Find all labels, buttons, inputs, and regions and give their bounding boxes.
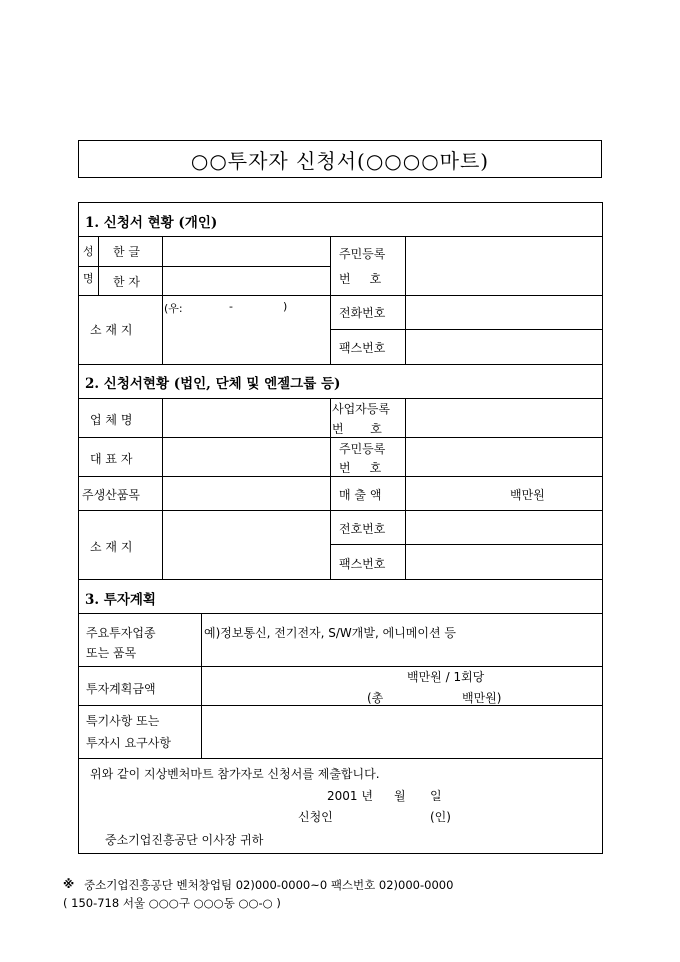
- table-bottom-border: [78, 853, 603, 854]
- amount-total-open: (총: [367, 691, 384, 705]
- row-line: [78, 758, 603, 759]
- date-year: 2001 년: [327, 789, 373, 803]
- document-title: ○○투자자 신청서(○○○○마트): [78, 140, 602, 178]
- phone-label: 전호번호: [339, 522, 386, 536]
- date-day: 일: [430, 789, 442, 803]
- special-notes-label: 특기사항 또는: [86, 714, 160, 728]
- recipient: 중소기업진흥공단 이사장 귀하: [105, 833, 264, 847]
- resident-number-label: 주민등록: [339, 247, 386, 261]
- submission-statement: 위와 같이 지상벤처마트 참가자로 신청서를 제출합니다.: [90, 767, 380, 781]
- postal-code-close: ): [283, 300, 288, 313]
- company-name-label: 업 체 명: [90, 413, 133, 427]
- section-1-heading: 1. 신청서 현황 (개인): [85, 215, 218, 231]
- fax-label: 팩스번호: [339, 557, 386, 571]
- col-line: [330, 398, 331, 579]
- investment-industry-label: 주요투자업종: [86, 626, 156, 640]
- col-line: [330, 236, 331, 364]
- col-line: [405, 398, 406, 579]
- seal-mark: (인): [430, 810, 451, 824]
- col-line: [162, 236, 163, 364]
- row-line: [78, 666, 603, 667]
- mailing-address: ( 150-718 서울 ○○○구 ○○○동 ○○-○ ): [63, 896, 281, 910]
- row-line: [78, 705, 603, 706]
- resident-number-label: 번 호: [339, 272, 382, 286]
- contact-info: 중소기업진흥공단 벤처창업팀 02)000-0000~0 팩스번호 02)000-0000: [84, 878, 454, 892]
- name-label: 명: [83, 272, 94, 285]
- fax-label: 팩스번호: [339, 341, 386, 355]
- col-line: [98, 236, 99, 296]
- row-line: [78, 579, 603, 580]
- section-3-heading: 3. 투자계획: [85, 592, 156, 608]
- row-line: [78, 510, 603, 511]
- date-month: 월: [394, 789, 406, 803]
- col-line: [201, 613, 202, 758]
- hanja-label: 한 자: [113, 275, 140, 289]
- row-line: [78, 364, 603, 365]
- table-right-border: [602, 202, 603, 854]
- resident-number-label: 주민등록: [339, 442, 386, 456]
- applicant-label: 신청인: [298, 810, 333, 824]
- address-label: 소 재 지: [90, 323, 133, 337]
- row-line-partial: [78, 266, 330, 267]
- name-label: 성: [83, 245, 94, 258]
- business-reg-label: 사업자등록: [332, 402, 390, 416]
- address-label: 소 재 지: [90, 540, 133, 554]
- amount-per-round: 백만원 / 1회당: [407, 670, 485, 684]
- section-2-heading: 2. 신청서현황 (법인, 단체 및 엔젤그룹 등): [85, 376, 341, 392]
- table-left-border: [78, 202, 79, 854]
- row-line: [78, 476, 603, 477]
- row-line-partial: [330, 329, 603, 330]
- table-top-border: [78, 202, 603, 203]
- postal-code-dash: -: [229, 300, 233, 313]
- main-product-label: 주생산품목: [82, 488, 140, 502]
- row-line: [78, 613, 603, 614]
- row-line: [78, 236, 603, 237]
- sales-label: 매 출 액: [339, 488, 382, 502]
- industry-example: 예)정보통신, 전기전자, S/W개발, 에니메이션 등: [204, 626, 456, 640]
- postal-code-open: (우:: [164, 302, 183, 315]
- amount-total-close: 백만원): [462, 691, 502, 705]
- business-reg-label: 번 호: [332, 422, 382, 436]
- ceo-label: 대 표 자: [90, 452, 133, 466]
- hangul-label: 한 글: [113, 245, 140, 259]
- phone-label: 전화번호: [339, 306, 386, 320]
- sales-unit: 백만원: [510, 488, 545, 502]
- resident-number-label: 번 호: [339, 461, 382, 475]
- investment-amount-label: 투자계획금액: [86, 682, 156, 696]
- row-line: [78, 437, 603, 438]
- row-line: [78, 398, 603, 399]
- note-mark: ※: [63, 877, 75, 891]
- row-line: [78, 295, 603, 296]
- row-line-partial: [330, 544, 603, 545]
- col-line: [162, 398, 163, 579]
- investment-industry-label: 또는 품목: [86, 646, 137, 660]
- col-line: [405, 236, 406, 364]
- special-notes-label: 투자시 요구사항: [86, 736, 171, 750]
